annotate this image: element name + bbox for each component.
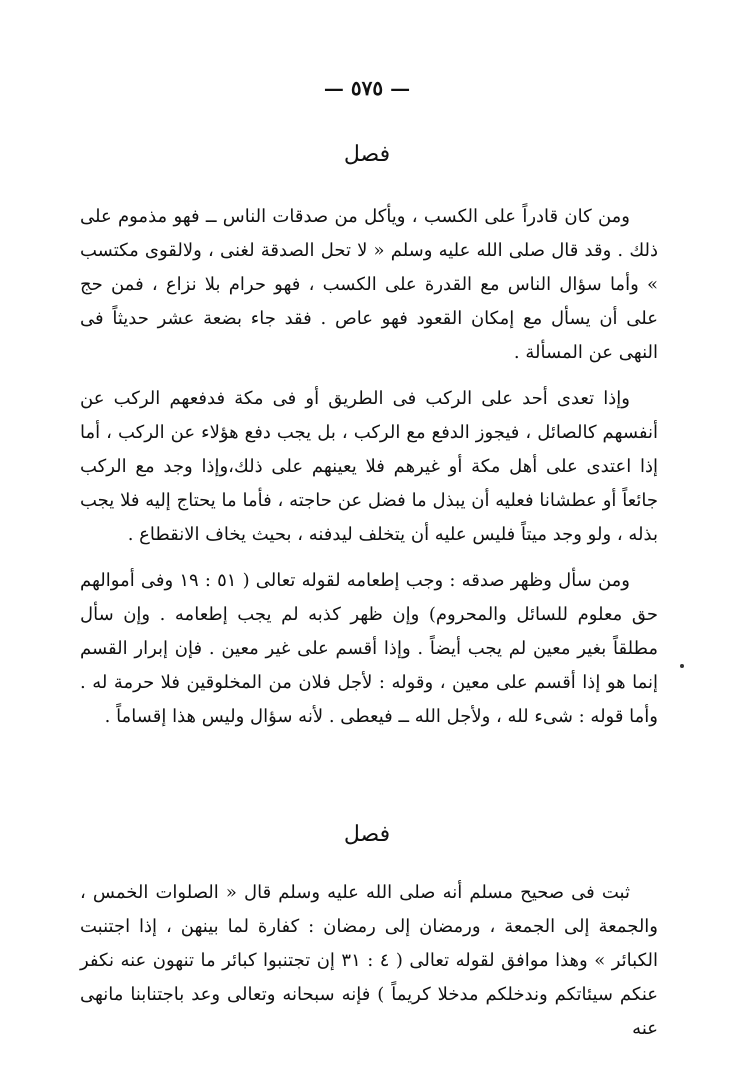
section-2-body: [80, 876, 658, 1046]
paragraph-prayers: ثبت فى صحيح مسلم أنه صلى الله عليه وسلم قال « الصلوات الخمس ، والجمعة إلى الجمعة ، ورمضان إلى رمضان : كفارة لما بينهن ، إذا اجتنبت الكبائر » وهذا موافق لقوله تعالى ( ٤ : ٣١ إن تجتنبوا كبائر ما تنهون عنه نكفر عنكم سيئاتكم وندخلكم مدخلا كريماً ) فإنه سبحانه وتعالى وعد باجتنابنا مانهى عنه: [80, 882, 658, 1039]
page-number: — ٥٧٥ —: [323, 76, 411, 100]
section-1-body: [80, 200, 658, 734]
paragraph-caravan: وإذا تعدى أحد على الركب فى الطريق أو فى مكة فدفعهم الركب عن أنفسهم كالصائل ، فيجوز الدفع مع الركب ، بل يجب دفع هؤلاء عن الركب ، أما إذا اعتدى على أهل مكة أو غيرهم فلا يعينهم على ذلك،وإذا وجد مع الركب جائعاً أو عطشانا فعليه أن يبذل ما فضل عن حاجته ، فأما ما يحتاج إليه فلا يجب بذله ، ولو وجد ميتاً فليس عليه أن يتخلف ليدفنه ، بحيث يخاف الانقطاع .: [80, 388, 658, 545]
paragraph-begging: ومن كان قادراً على الكسب ، ويأكل من صدقات الناس ــ فهو مذموم على ذلك . وقد قال صلى الله عليه وسلم « لا تحل الصدقة لغنى ، ولالقوى مكتسب » وأما سؤال الناس مع القدرة على الكسب ، فهو حرام بلا نزاع ، فمن حج على أن يسأل مع إمكان القعود فهو عاص . فقد جاء بضعة عشر حديثاً فى النهى عن المسألة .: [80, 206, 658, 363]
section-title-2: فصل: [343, 822, 391, 847]
margin-dot: [680, 664, 684, 668]
section-title-1: فصل: [343, 142, 391, 167]
paragraph-asking: ومن سأل وظهر صدقه : وجب إطعامه لقوله تعالى ( ٥١ : ١٩ وفى أموالهم حق معلوم للسائل والمحروم) وإن ظهر كذبه لم يجب إطعامه . وإن سأل مطلقاً بغير معين لم يجب أيضاً . وإذا أقسم على غير معين . فإن إبرار القسم إنما هو إذا أقسم على معين ، وقوله : لأجل فلان من المخلوقين فلا حرمة له . وأما قوله : شىء لله ، ولأجل الله ــ فيعطى . لأنه سؤال وليس هذا إقساماً .: [80, 570, 658, 727]
